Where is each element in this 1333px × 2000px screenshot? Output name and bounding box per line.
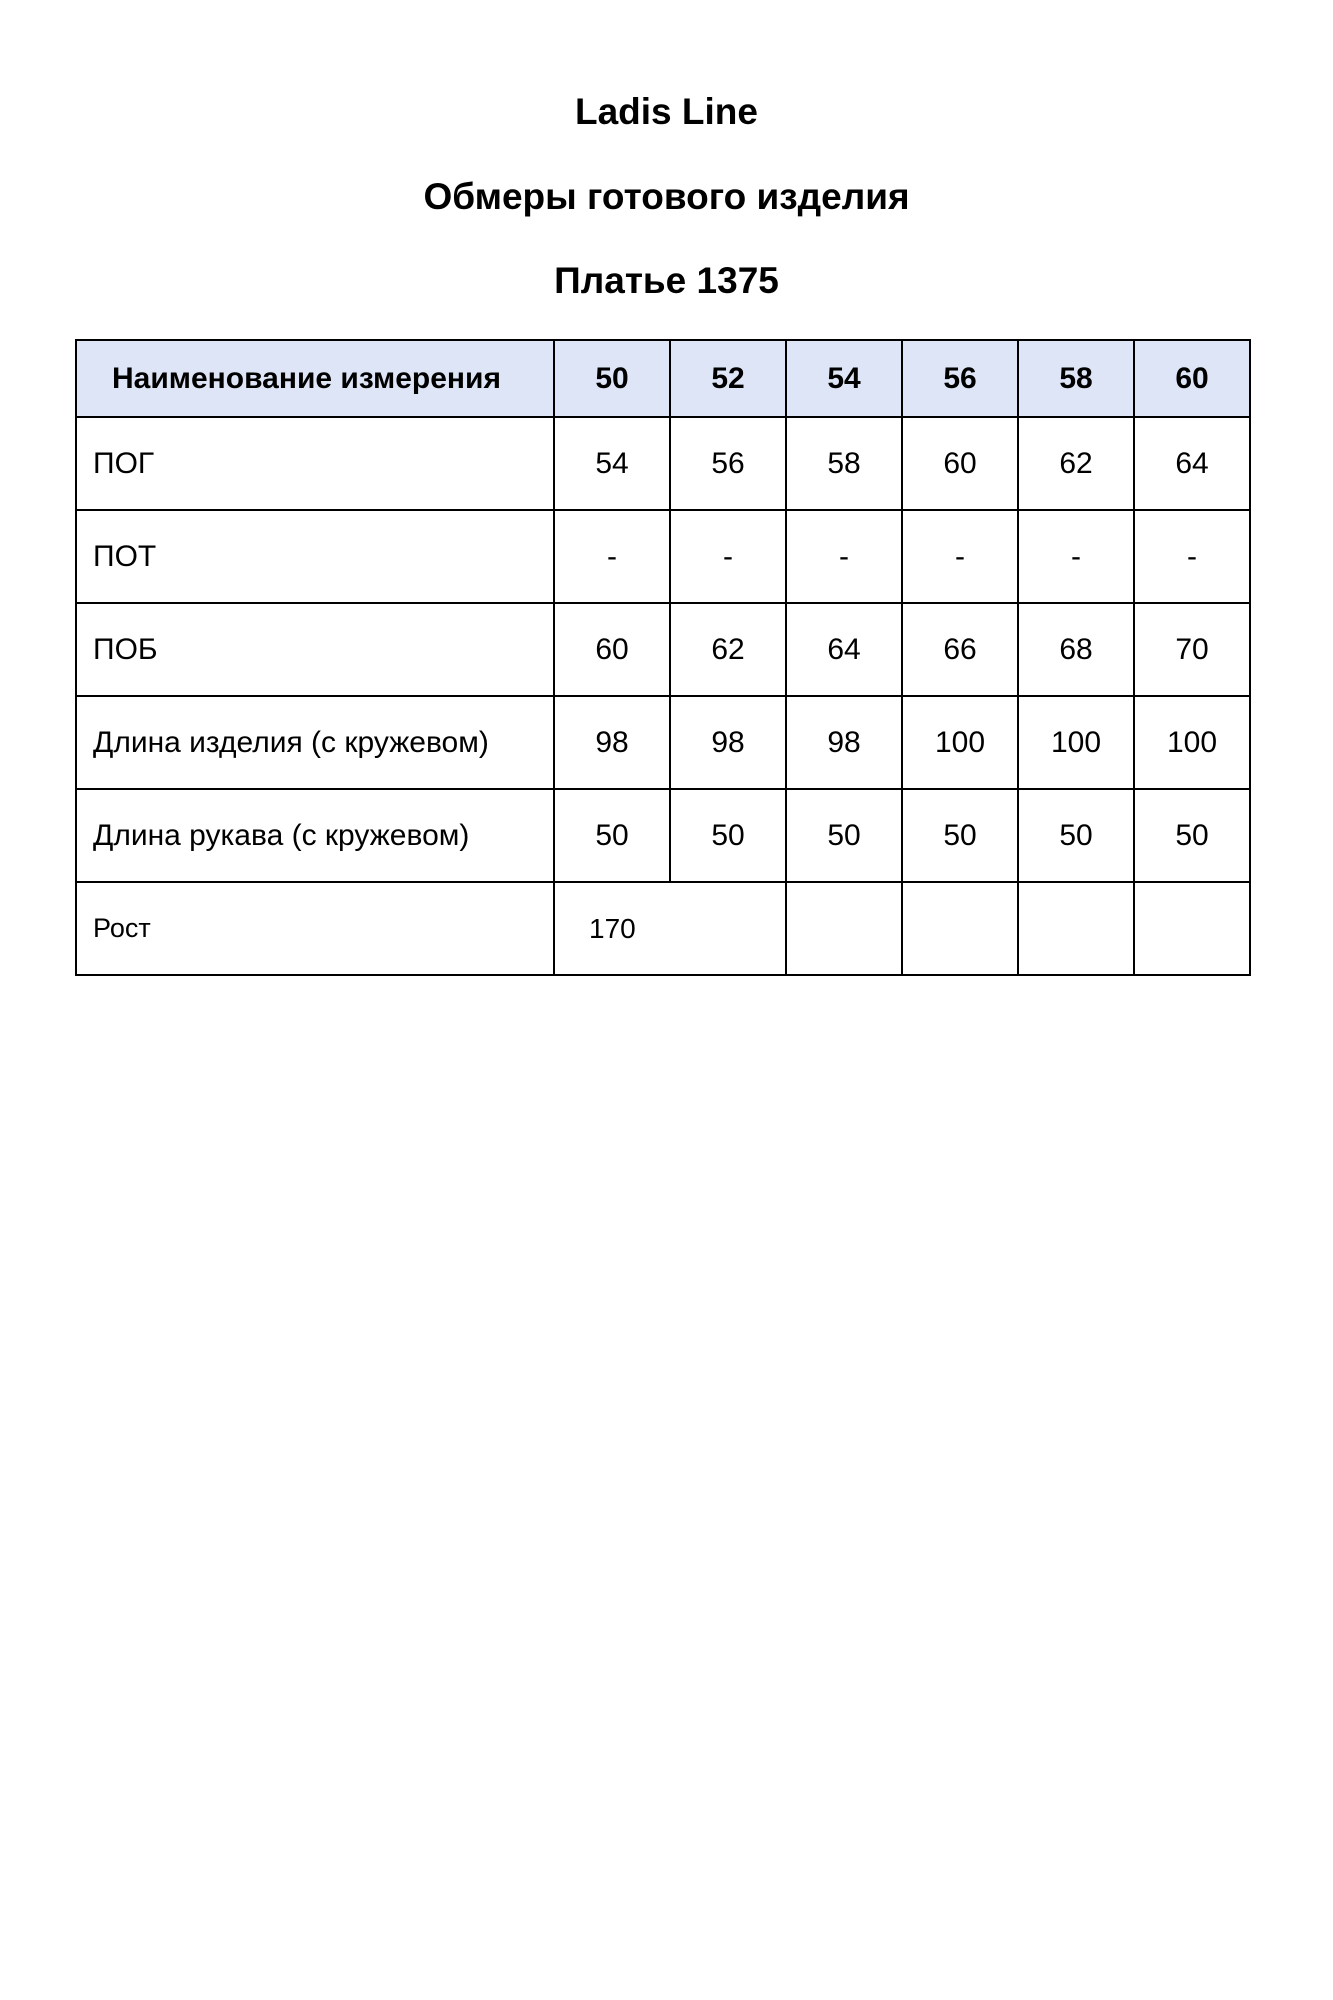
table-cell: - — [554, 510, 670, 603]
column-header-measurement: Наименование измерения — [76, 340, 554, 417]
table-cell: 68 — [1018, 603, 1134, 696]
table-row — [76, 510, 1250, 603]
column-header-size: 50 — [554, 340, 670, 417]
column-header-size: 52 — [670, 340, 786, 417]
table-cell: 66 — [902, 603, 1018, 696]
table-cell: 54 — [554, 417, 670, 510]
table-cell: - — [786, 510, 902, 603]
table-cell: 50 — [902, 789, 1018, 882]
brand-title: Ladis Line — [575, 91, 758, 132]
table-cell: 60 — [554, 603, 670, 696]
table-cell-empty — [1018, 882, 1134, 975]
document-subtitle: Обмеры готового изделия — [423, 176, 910, 217]
measurements-table — [75, 339, 1251, 976]
table-row — [76, 603, 1250, 696]
table-cell: 56 — [670, 417, 786, 510]
table-cell: 100 — [902, 696, 1018, 789]
table-cell-empty — [786, 882, 902, 975]
row-label: ПОТ — [76, 510, 554, 603]
row-label: Длина изделия (с кружевом) — [76, 696, 554, 789]
table-cell: 50 — [786, 789, 902, 882]
table-cell: 70 — [1134, 603, 1250, 696]
table-cell: 98 — [670, 696, 786, 789]
table-cell: 62 — [670, 603, 786, 696]
table-cell: - — [670, 510, 786, 603]
product-title: Платье 1375 — [554, 260, 779, 301]
table-cell: 98 — [786, 696, 902, 789]
row-label: ПОБ — [76, 603, 554, 696]
table-cell: 64 — [786, 603, 902, 696]
column-header-size: 60 — [1134, 340, 1250, 417]
row-label: ПОГ — [76, 417, 554, 510]
height-value: 170 — [554, 882, 786, 975]
table-cell: - — [1018, 510, 1134, 603]
table-row — [76, 789, 1250, 882]
table-cell: 100 — [1134, 696, 1250, 789]
table-cell: 50 — [554, 789, 670, 882]
table-row-height — [76, 882, 1250, 975]
table-header-row — [76, 340, 1250, 417]
table-row — [76, 696, 1250, 789]
column-header-size: 58 — [1018, 340, 1134, 417]
table-cell: 50 — [1134, 789, 1250, 882]
table-row — [76, 417, 1250, 510]
table-cell: 50 — [670, 789, 786, 882]
table-cell: 60 — [902, 417, 1018, 510]
table-cell-empty — [902, 882, 1018, 975]
row-label: Рост — [76, 882, 554, 975]
table-cell-empty — [1134, 882, 1250, 975]
table-cell: 58 — [786, 417, 902, 510]
table-cell: 100 — [1018, 696, 1134, 789]
row-label: Длина рукава (с кружевом) — [76, 789, 554, 882]
column-header-size: 56 — [902, 340, 1018, 417]
table-cell: - — [1134, 510, 1250, 603]
column-header-size: 54 — [786, 340, 902, 417]
table-cell: - — [902, 510, 1018, 603]
table-cell: 64 — [1134, 417, 1250, 510]
table-cell: 50 — [1018, 789, 1134, 882]
table-cell: 98 — [554, 696, 670, 789]
table-cell: 62 — [1018, 417, 1134, 510]
